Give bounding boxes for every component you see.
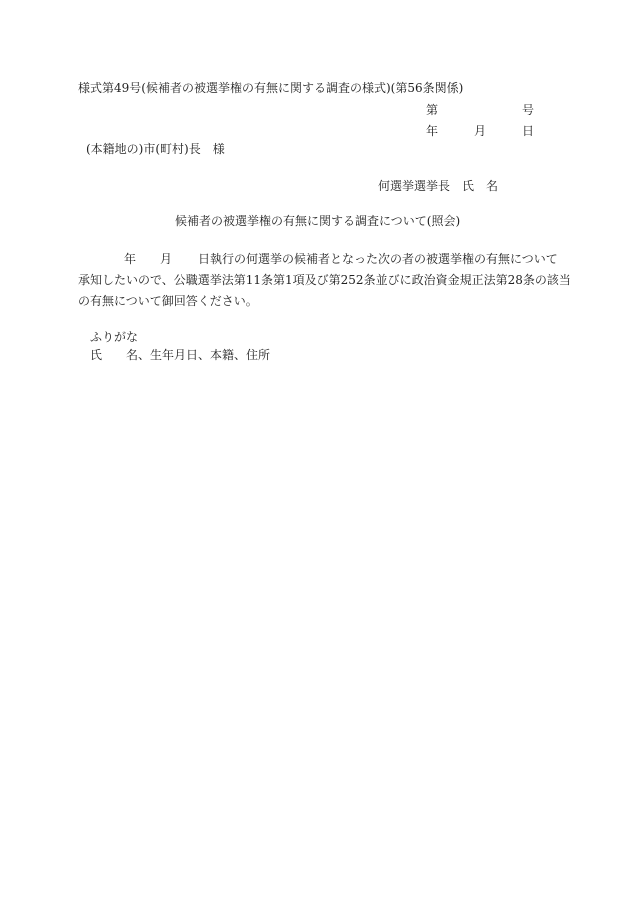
form-header: 様式第49号(候補者の被選挙権の有無に関する調査の様式)(第56条関係) bbox=[78, 81, 464, 95]
furigana-label: ふりがな bbox=[90, 330, 139, 344]
date-year: 年 bbox=[426, 124, 439, 138]
body-year: 年 bbox=[124, 252, 137, 266]
body-line-3: の有無について御回答ください。 bbox=[78, 294, 258, 308]
number-suffix: 号 bbox=[522, 103, 535, 117]
name-char-1: 氏 bbox=[90, 348, 103, 362]
number-prefix: 第 bbox=[426, 103, 439, 117]
sender: 何選挙選挙長 氏 名 bbox=[378, 179, 499, 193]
name-fields-rest: 名、生年月日、本籍、住所 bbox=[126, 348, 271, 362]
date-month: 月 bbox=[474, 124, 487, 138]
body-line-2: 承知したいので、公職選挙法第11条第1項及び第252条並びに政治資金規正法第28条の該当 bbox=[78, 273, 571, 287]
addressee: (本籍地の)市(町村)長 様 bbox=[86, 142, 225, 156]
body-line-1: 日執行の何選挙の候補者となった次の者の被選挙権の有無について bbox=[198, 252, 558, 266]
body-month: 月 bbox=[160, 252, 173, 266]
date-day: 日 bbox=[522, 124, 535, 138]
document-title: 候補者の被選挙権の有無に関する調査について(照会) bbox=[175, 214, 461, 228]
